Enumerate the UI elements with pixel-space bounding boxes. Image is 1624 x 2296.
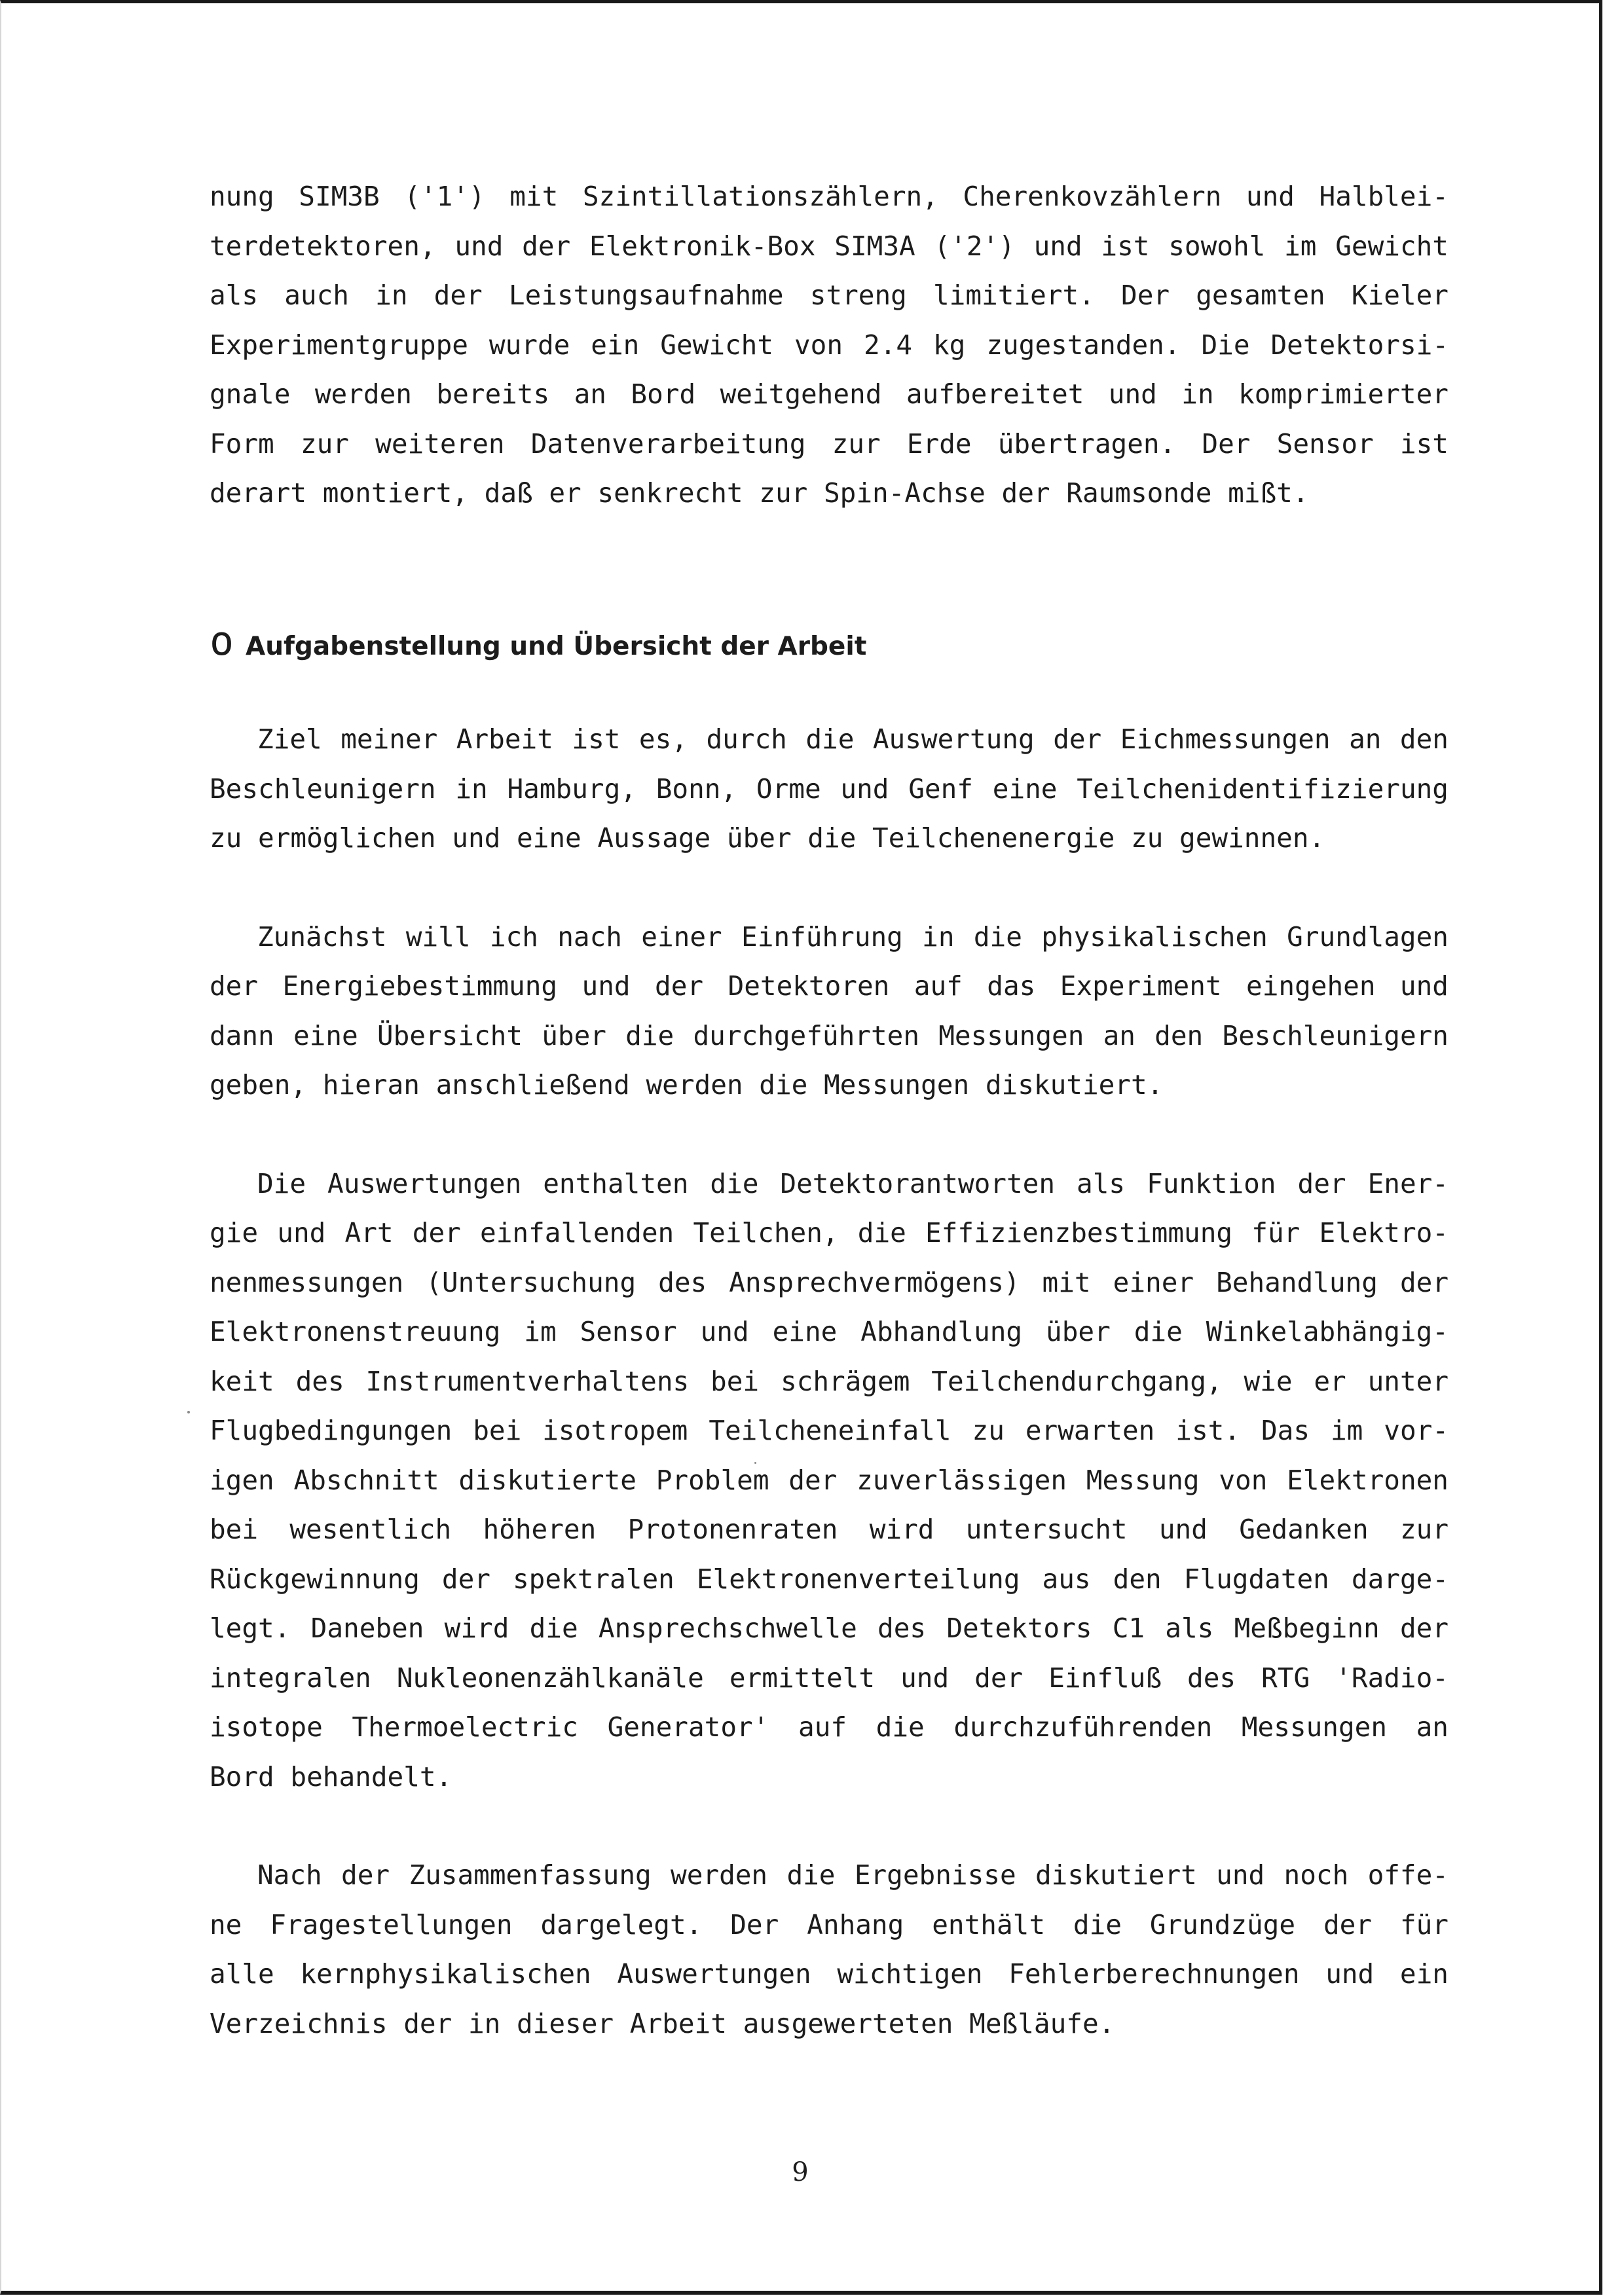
text-line: terdetektoren, und der Elektronik-Box SIM3A ('2') und ist sowohl im Gewicht [210,230,1449,262]
paragraph-outline [210,913,1449,1110]
paragraph-goal [210,715,1449,864]
text-line: Die Auswertungen enthalten die Detektorantworten als Funktion der Ener- [257,1167,1449,1199]
text-line: nung SIM3B ('1') mit Szintillationszählern, Cherenkovzählern und Halblei- [210,181,1449,212]
spacer [210,519,1449,617]
text-line: alle kernphysikalischen Auswertungen wichtigen Fehlerberechnungen und ein [210,1958,1449,1990]
text-line: legt. Daneben wird die Ansprechschwelle des Detektors C1 als Meßbeginn der [210,1613,1449,1644]
paragraph-evaluations [210,1159,1449,1802]
page-number: 9 [792,2157,809,2187]
page-body [210,172,1449,2049]
text-line: Rückgewinnung der spektralen Elektronenverteilung aus den Flugdaten darge- [210,1563,1449,1595]
text-line: isotope Thermoelectric Generator' auf die durchzuführenden Messungen an [210,1711,1449,1743]
text-line: Elektronenstreuung im Sensor und eine Abhandlung über die Winkelabhängig- [210,1316,1449,1347]
text-line: gie und Art der einfallenden Teilchen, die Effizienzbestimmung für Elektro- [210,1217,1449,1248]
text-line: ne Fragestellungen dargelegt. Der Anhang enthält die Grundzüge der für [210,1908,1449,1941]
text-line: dann eine Übersicht über die durchgeführten Messungen an den Beschleunigern [210,1019,1449,1051]
text-line: Beschleunigern in Hamburg, Bonn, Orme und Genf eine Teilchenidentifizierung [210,773,1449,805]
text-line: zu ermöglichen und eine Aussage über die Teilchenenergie zu gewinnen. [210,822,1325,854]
text-line: nenmessungen (Untersuchung des Ansprechvermögens) mit einer Behandlung der [210,1266,1449,1298]
heading-bullet: o [210,617,234,665]
paragraph-intro-continuation [210,172,1449,519]
text-line: der Energiebestimmung und der Detektoren auf das Experiment eingehen und [210,970,1449,1002]
text-line: Bord behandelt. [210,1760,452,1793]
heading-text: Aufgabenstellung und Übersicht der Arbeit [246,631,867,661]
text-line: Ziel meiner Arbeit ist es, durch die Auswertung der Eichmessungen an den [257,723,1449,755]
spacer [210,1802,1449,1851]
text-line: keit des Instrumentverhaltens bei schrägem Teilchendurchgang, wie er unter [210,1365,1449,1397]
text-line: igen Abschnitt diskutierte Problem der zuverlässigen Messung von Elektronen [210,1464,1449,1496]
text-line: Zunächst will ich nach einer Einführung in die physikalischen Grundlagen [257,920,1449,953]
text-line: als auch in der Leistungsaufnahme streng limitiert. Der gesamten Kieler [210,280,1449,311]
scan-speck [754,1462,756,1464]
spacer [210,1110,1449,1159]
text-line: bei wesentlich höheren Protonenraten wird untersucht und Gedanken zur [210,1514,1449,1545]
text-line: derart montiert, daß er senkrecht zur Spin-Achse der Raumsonde mißt. [210,477,1309,509]
text-line: Nach der Zusammenfassung werden die Ergebnisse diskutiert und noch offe- [257,1859,1449,1891]
text-line: geben, hieran anschließend werden die Messungen diskutiert. [210,1069,1164,1101]
text-line: Experimentgruppe wurde ein Gewicht von 2.4 kg zugestanden. Die Detektorsi- [210,329,1449,361]
spacer [210,666,1449,715]
text-line: integralen Nukleonenzählkanäle ermittelt und der Einfluß des RTG 'Radio- [210,1662,1449,1694]
text-line: Flugbedingungen bei isotropem Teilcheneinfall zu erwarten ist. Das im vor- [210,1415,1449,1446]
text-line: Form zur weiteren Datenverarbeitung zur Erde übertragen. Der Sensor ist [210,428,1449,460]
section-heading [210,617,1449,666]
text-line: Verzeichnis der in dieser Arbeit ausgewerteten Meßläufe. [210,2007,1115,2039]
scan-speck [187,1411,190,1413]
text-line: gnale werden bereits an Bord weitgehend aufbereitet und in komprimierter [210,378,1449,410]
paragraph-summary [210,1851,1449,2049]
spacer [210,864,1449,913]
